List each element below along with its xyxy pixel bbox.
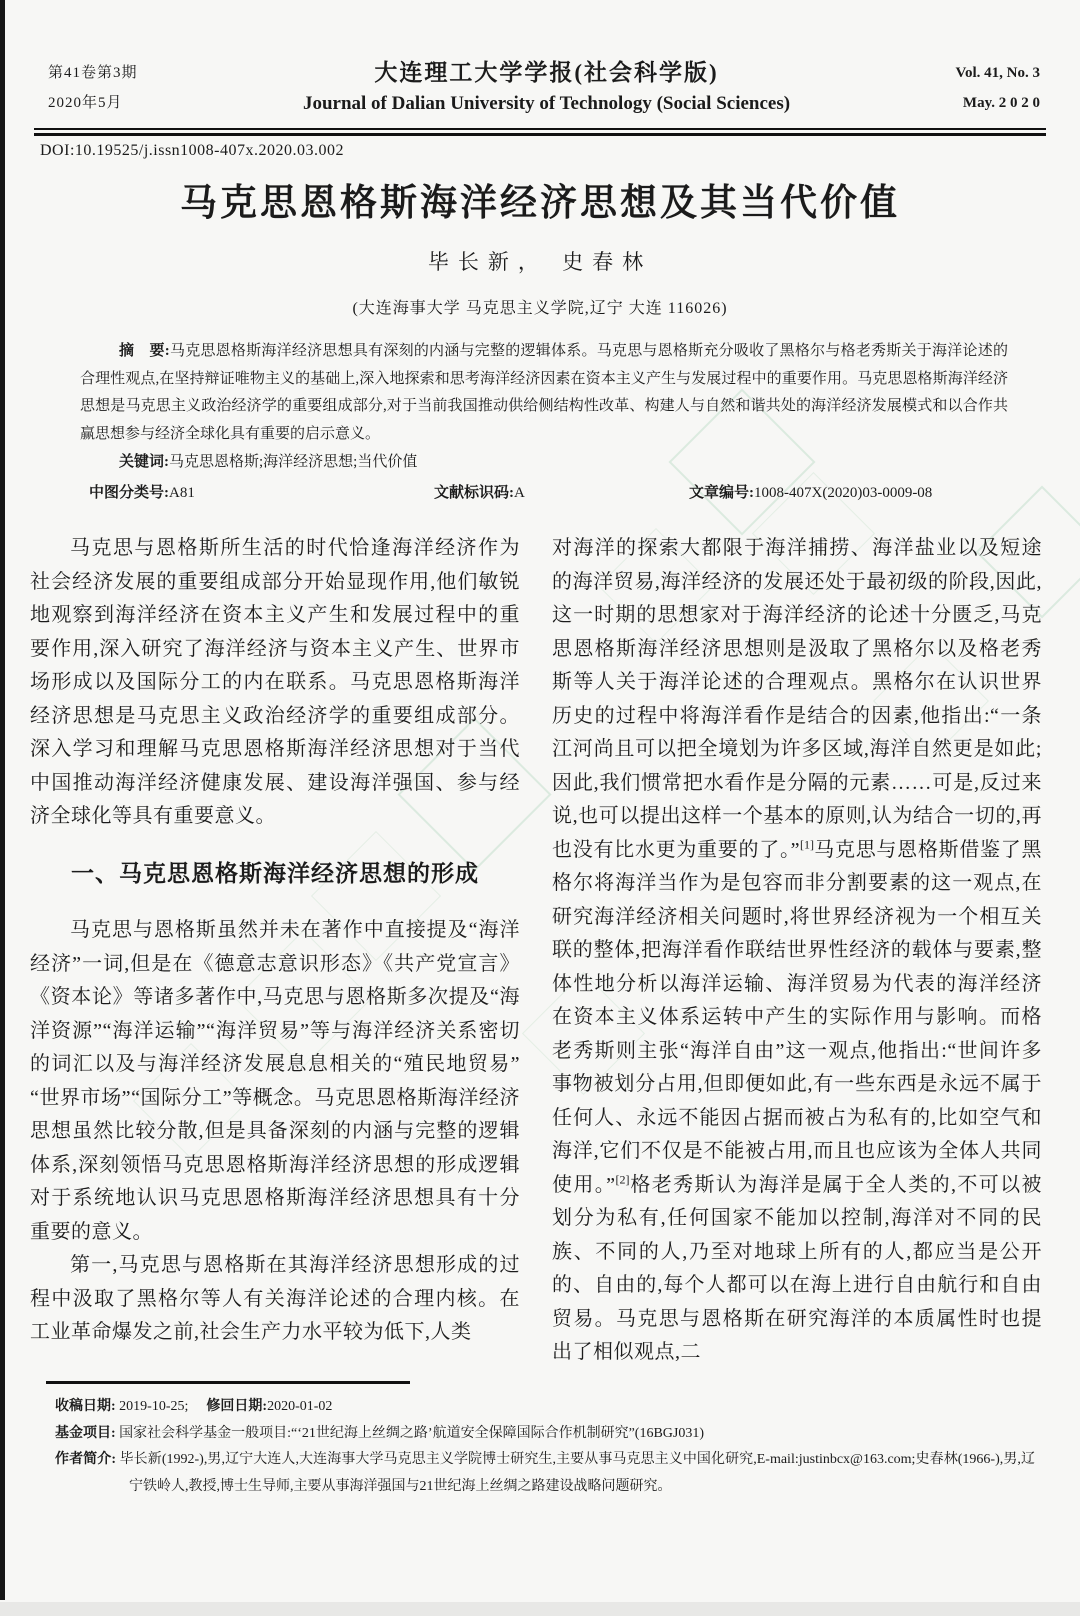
doi-line: DOI:10.19525/j.issn1008-407x.2020.03.002	[40, 142, 344, 159]
keywords-line	[80, 449, 1008, 477]
article-authors: 毕长新， 史春林	[427, 250, 653, 274]
journal-title-cn: 大连理工大学学报(社会科学版)	[374, 60, 719, 85]
body-text-segment: 马克思与恩格斯借鉴了黑格尔将海洋当作为是包容而非分割要素的这一观点,在研究海洋经济相关问题时,将世界经济视为一个相互关联的整体,把海洋看作联结世界性经济的载体与要素,整体性地分析以海洋运输、海洋贸易为代表的海洋经济在资本主义体系运转中产生的实际作用与影响。而格老秀斯则主张“海洋自由”这一观点,他指出:“世间许多事物被划分占用,但即便如此,有一些东西是永远不属于任何人、永远不能因占据而被占为私有的,比如空气和海洋,它们不仅是不能被占用,而且也应该为全体人共同使用。”	[552, 838, 1042, 1196]
doc-code-label: 文献标识码:	[434, 484, 514, 501]
article-id-item	[689, 480, 932, 508]
article-id-label: 文章编号:	[689, 484, 754, 501]
abstract-text: 马克思恩格斯海洋经济思想具有深刻的内涵与完整的逻辑体系。马克思与恩格斯充分吸收了黑格尔与格老秀斯关于海洋论述的合理性观点,在坚持辩证唯物主义的基础上,深入地探索和思考海洋经济因素在资本主义产生与发展过程中的重要作用。马克思恩格斯海洋经济思想是马克思主义政治经济学的重要组成部分,对于当前我国推动供给侧结构性改革、构建人与自然和谐共处的海洋经济发展模式和以合作共赢思想参与经济全球化具有重要的启示意义。	[80, 343, 1008, 442]
clc-item	[89, 480, 434, 508]
volume-number: Vol. 41, No. 3	[955, 65, 1040, 81]
body-paragraph-continuation	[552, 532, 1042, 1370]
revised-label: 修回日期:	[206, 1399, 268, 1414]
doc-code-item	[434, 480, 689, 508]
footnote-block	[55, 1394, 1035, 1500]
article-id-value: 1008-407X(2020)03-0009-08	[754, 484, 933, 501]
doc-code-value: A	[514, 484, 525, 501]
bio-line	[55, 1447, 1035, 1500]
bio-label: 作者简介:	[55, 1452, 116, 1467]
citation-ref-2: [2]	[615, 1171, 630, 1186]
bio-text: 毕长新(1992-),男,辽宁大连人,大连海事大学马克思主义学院博士研究生,主要从事马克思主义中国化研究,E-mail:justinbcx@163.com;史春林(1966-),男,辽宁铁岭人,教授,博士生导师,主要从事海洋强国与21世纪海上丝绸之路建设战略问题研究。	[119, 1452, 1036, 1494]
footnote-divider	[46, 1381, 410, 1384]
revised-value: 2020-01-02	[267, 1399, 333, 1414]
body-paragraph: 马克思与恩格斯所生活的时代恰逢海洋经济作为社会经济发展的重要组成部分开始显现作用,他们敏锐地观察到海洋经济在资本主义产生和发展过程中的重要作用,深入研究了海洋经济与资本主义产生、世界市场形成以及国际分工的内在联系。马克思恩格斯海洋经济思想是马克思主义政治经济学的重要组成部分。深入学习和理解马克思恩格斯海洋经济思想对于当代中国推动海洋经济健康发展、建设海洋强国、参与经济全球化等具有重要意义。	[30, 537, 520, 827]
article-title: 马克思恩格斯海洋经济思想及其当代价值	[180, 183, 900, 224]
body-columns	[30, 532, 1042, 1370]
scan-bottom-strip	[0, 1602, 1080, 1616]
right-column	[552, 532, 1042, 1370]
body-paragraph: 马克思与恩格斯虽然并未在著作中直接提及“海洋经济”一词,但是在《德意志意识形态》《共产党宣言》《资本论》等诸多著作中,马克思与恩格斯多次提及“海洋资源”“海洋运输”“海洋贸易”等与海洋经济关系密切的词汇以及与海洋经济发展息息相关的“殖民地贸易”“世界市场”“国际分工”等概念。马克思恩格斯海洋经济思想虽然比较分散,但是具备深刻的内涵与完整的逻辑体系,深刻领悟马克思恩格斯海洋经济思想的形成逻辑对于系统地认识马克思恩格斯海洋经济思想具有十分重要的意义。	[30, 919, 520, 1243]
volume-date: May. 2 0 2 0	[962, 95, 1040, 111]
body-paragraph: 第一,马克思与恩格斯在其海洋经济思想形成的过程中汲取了黑格尔等人有关海洋论述的合理内核。在工业革命爆发之前,社会生产力水平较为低下,人类	[30, 1254, 520, 1343]
clc-label: 中图分类号:	[89, 484, 169, 501]
fund-text: 国家社会科学基金一般项目:“‘21世纪海上丝绸之路’航道安全保障国际合作机制研究”(16BGJ031)	[119, 1425, 705, 1441]
fund-label: 基金项目:	[55, 1425, 116, 1441]
volume-info	[956, 58, 1040, 118]
keywords-label: 关键词:	[119, 454, 169, 470]
issue-info	[48, 58, 138, 118]
scan-edge-artifact	[0, 0, 5, 1600]
keywords-text: 马克思恩格斯;海洋经济思想;当代价值	[169, 454, 418, 470]
citation-ref-1: [1]	[800, 836, 815, 851]
classification-line	[80, 480, 1008, 508]
journal-title-block	[148, 58, 946, 120]
header-divider	[34, 128, 1046, 136]
section-heading-1: 一、马克思恩格斯海洋经济思想的形成	[71, 860, 479, 886]
journal-header	[48, 58, 1040, 120]
issue-volume: 第41卷第3期	[48, 65, 138, 81]
body-text-segment: 格老秀斯认为海洋是属于全人类的,不可以被划分为私有,任何国家不能加以控制,海洋对不同的民族、不同的人,乃至对地球上所有的人,都应当是公开的、自由的,每个人都可以在海上进行自由航行和自由贸易。马克思与恩格斯在研究海洋的本质属性时也提出了相似观点,二	[552, 1173, 1042, 1363]
dates-line	[55, 1394, 1035, 1421]
abstract-paragraph	[80, 338, 1008, 448]
clc-value: A81	[169, 484, 195, 501]
body-text-segment: 对海洋的探索大都限于海洋捕捞、海洋盐业以及短途的海洋贸易,海洋经济的发展还处于最初级的阶段,因此,这一时期的思想家对于海洋经济的论述十分匮乏,马克思恩格斯海洋经济思想则是汲取了黑格尔以及格老秀斯等人关于海洋论述的合理观点。黑格尔在认识世界历史的过程中将海洋看作是结合的因素,他指出:“一条江河尚且可以把全境划为许多区域,海洋自然更是如此;因此,我们惯常把水看作是分隔的元素……可是,反过来说,也可以提出这样一个基本的原则,认为结合一切的,再也没有比水更为重要的了。”	[552, 537, 1042, 861]
journal-title-en: Journal of Dalian University of Technology (Social Sciences)	[302, 93, 791, 114]
left-column	[30, 532, 520, 1370]
abstract-label: 摘 要:	[119, 343, 170, 359]
received-label: 收稿日期:	[55, 1399, 116, 1414]
fund-line	[55, 1421, 1035, 1448]
article-affiliation: (大连海事大学 马克思主义学院,辽宁 大连 116026)	[352, 300, 728, 317]
article-meta	[80, 338, 1008, 507]
received-value: 2019-10-25;	[119, 1399, 189, 1414]
issue-date: 2020年5月	[48, 95, 123, 111]
